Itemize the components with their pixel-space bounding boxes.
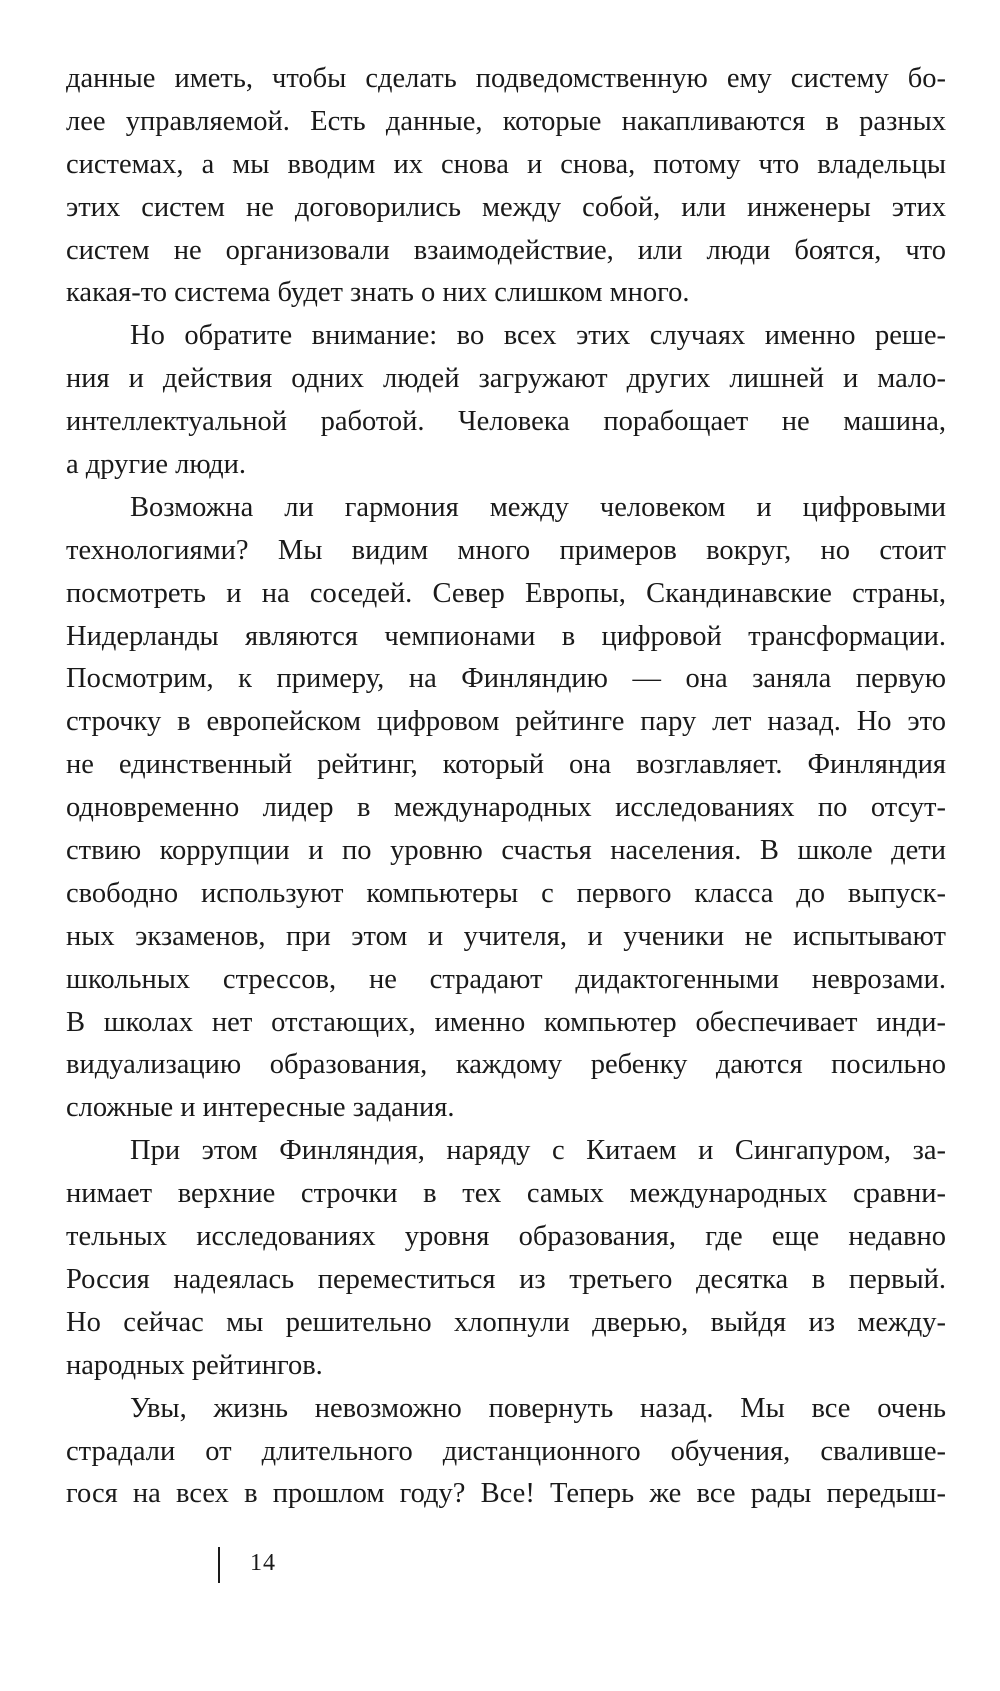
text-line: интеллектуальной работой. Человека порабощает не машина, — [66, 406, 946, 438]
text-line: гося на всех в прошлом году? Все! Теперь же все рады передыш- — [66, 1478, 946, 1510]
text-line: систем не организовали взаимодействие, или люди боятся, что — [66, 234, 946, 266]
text-line: тельных исследованиях уровня образования, где еще недавно — [66, 1221, 946, 1253]
text-line: посмотреть и на соседей. Север Европы, Скандинавские страны, — [66, 577, 946, 609]
text-line: При этом Финляндия, наряду с Китаем и Сингапуром, за- — [130, 1135, 946, 1167]
text-line: народных рейтингов. — [66, 1349, 323, 1381]
text-line: данные иметь, чтобы сделать подведомственную ему систему бо- — [66, 63, 946, 94]
text-line: этих систем не договорились между собой, или инженеры этих — [66, 191, 946, 223]
text-line: нимает верхние строчки в тех самых международных сравни- — [66, 1178, 946, 1210]
text-line: сложные и интересные задания. — [66, 1092, 455, 1124]
text-line: строчку в европейском цифровом рейтинге пару лет назад. Но это — [66, 706, 946, 738]
text-line: лее управляемой. Есть данные, которые накапливаются в разных — [66, 105, 946, 137]
text-line: какая-то система будет знать о них слишком много. — [66, 277, 690, 309]
text-line: Россия надеялась переместиться из третьего десятка в первый. — [66, 1263, 946, 1295]
text-line: Возможна ли гармония между человеком и цифровыми — [130, 491, 946, 523]
text-line: школьных стрессов, не страдают дидактогенными неврозами. — [66, 963, 946, 995]
text-line: не единственный рейтинг, который она возглавляет. Финляндия — [66, 749, 946, 781]
text-line: технологиями? Мы видим много примеров вокруг, но стоит — [66, 534, 946, 566]
text-line: Посмотрим, к примеру, на Финляндию — она заняла первую — [66, 663, 946, 695]
body-text — [66, 58, 946, 1516]
text-line: одновременно лидер в международных исследованиях по отсут- — [66, 792, 946, 824]
page-footer — [0, 1545, 1000, 1605]
text-line: Но сейчас мы решительно хлопнули дверью, выйдя из между- — [66, 1306, 946, 1338]
text-line: видуализацию образования, каждому ребенку даются посильно — [66, 1049, 946, 1081]
text-line: Увы, жизнь невозможно повернуть назад. Мы все очень — [130, 1392, 946, 1424]
text-line: а другие люди. — [66, 449, 247, 481]
text-line: ных экзаменов, при этом и учителя, и ученики не испытывают — [66, 920, 946, 952]
page-number: 14 — [250, 1550, 276, 1576]
text-line: ствию коррупции и по уровню счастья населения. В школе дети — [66, 835, 946, 867]
text-line: ния и действия одних людей загружают других лишней и мало- — [66, 363, 946, 395]
text-line: Нидерланды являются чемпионами в цифровой трансформации. — [66, 620, 946, 652]
text-line: В школах нет отстающих, именно компьютер обеспечивает инди- — [66, 1006, 946, 1038]
text-line: Но обратите внимание: во всех этих случаях именно реше- — [130, 320, 946, 352]
text-line: свободно используют компьютеры с первого класса до выпуск- — [66, 877, 946, 909]
text-line: системах, а мы вводим их снова и снова, потому что владельцы — [66, 148, 946, 180]
footer-divider — [218, 1547, 220, 1583]
text-line: страдали от длительного дистанционного обучения, сваливше- — [66, 1435, 946, 1467]
